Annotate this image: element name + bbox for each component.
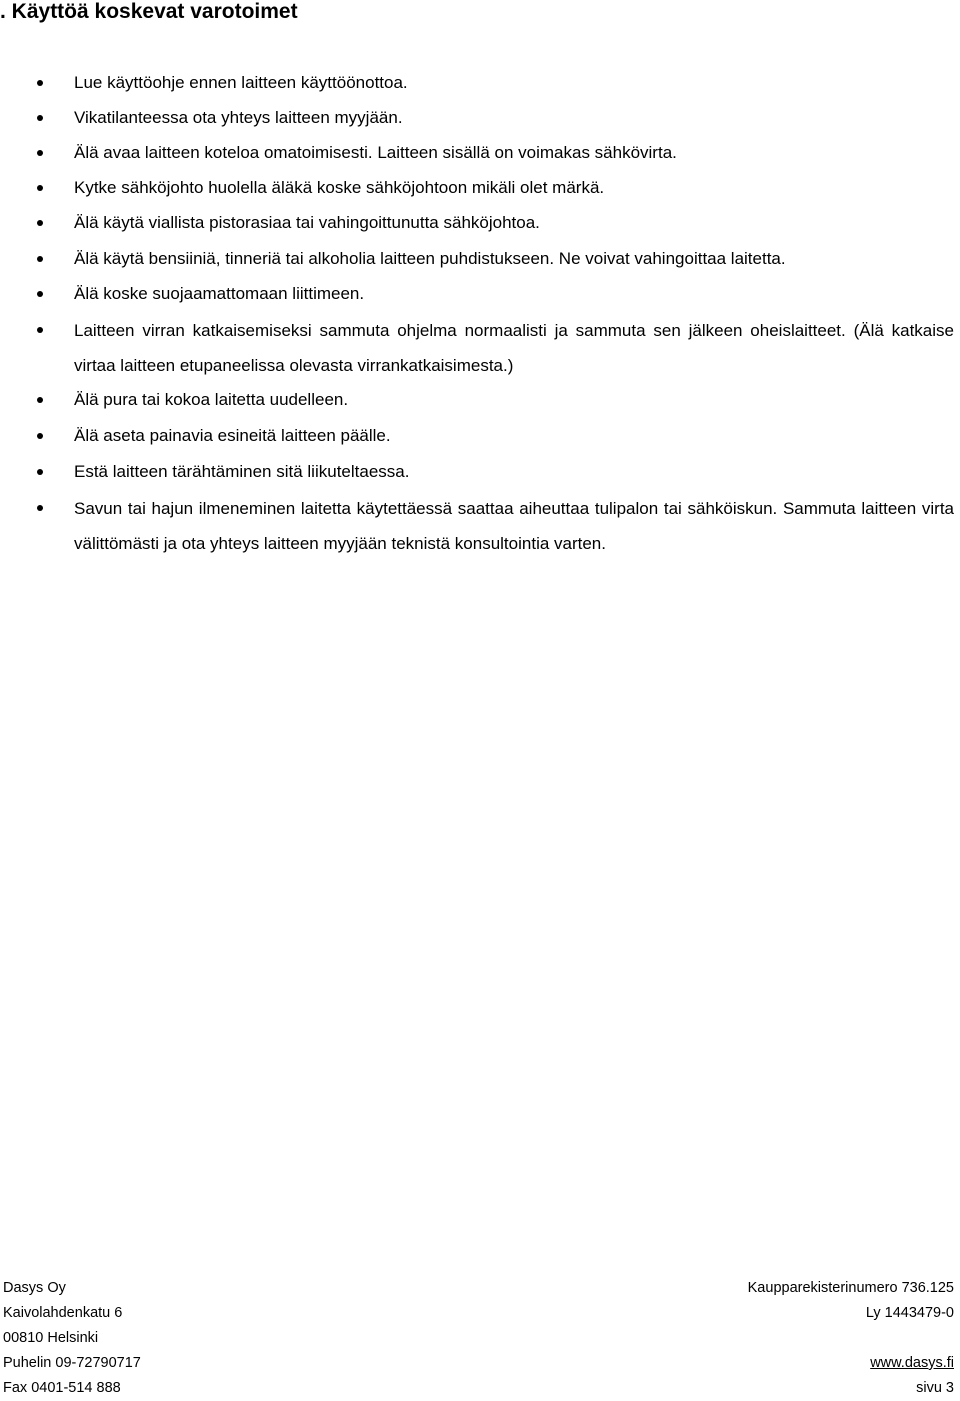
- bullet-icon: [37, 505, 43, 511]
- postal-address: 00810 Helsinki: [3, 1330, 99, 1346]
- bullet-icon: [37, 220, 43, 226]
- list-item-text: Laitteen virran katkaisemiseksi sammuta ohjelma normaalisti ja sammuta sen jälkeen oheislaitteet. (Älä katkaise virtaa laitteen etupaneelissa olevasta virrankatkaisimesta.): [74, 321, 954, 375]
- footer-row: [3, 1301, 954, 1326]
- list-item-text: Älä avaa laitteen koteloa omatoimisesti. Laitteen sisällä on voimakas sähkövirta.: [74, 143, 677, 162]
- business-id: Ly 1443479-0: [865, 1305, 954, 1321]
- list-item-text: Älä käytä viallista pistorasiaa tai vahingoittunutta sähköjohtoa.: [74, 213, 540, 232]
- bullet-icon: [37, 256, 43, 262]
- list-item: [0, 419, 960, 455]
- footer-row: [3, 1351, 954, 1376]
- street-address: Kaivolahdenkatu 6: [3, 1305, 123, 1321]
- phone-number: Puhelin 09-72790717: [3, 1355, 141, 1371]
- footer-row: [3, 1276, 954, 1301]
- list-item: [0, 491, 960, 561]
- footer-row: [3, 1376, 954, 1401]
- list-item-text: Älä käytä bensiiniä, tinneriä tai alkoholia laitteen puhdistukseen. Ne voivat vahingoittaa laitetta.: [74, 249, 786, 268]
- website-link[interactable]: www.dasys.fi: [870, 1355, 954, 1371]
- page-heading: . Käyttöä koskevat varotoimet: [0, 0, 298, 23]
- list-item-text: Älä koske suojaamattomaan liittimeen.: [74, 284, 365, 303]
- page-number: sivu 3: [916, 1380, 954, 1396]
- bullet-icon: [37, 150, 43, 156]
- bullet-icon: [37, 185, 43, 191]
- company-name: Dasys Oy: [3, 1280, 66, 1296]
- footer-row: [3, 1326, 954, 1351]
- bullet-icon: [37, 433, 43, 439]
- list-item: [0, 313, 960, 383]
- page-footer: [3, 1276, 954, 1401]
- list-item: [0, 101, 960, 136]
- list-item: [0, 455, 960, 491]
- list-item-text: Savun tai hajun ilmeneminen laitetta käytettäessä saattaa aiheuttaa tulipalon tai sähköiskun. Sammuta laitteen virta välittömästi ja ota yhteys laitteen myyjään teknistä konsultointia varten.: [74, 499, 954, 553]
- list-item-text: Älä aseta painavia esineitä laitteen päälle.: [74, 426, 391, 445]
- list-item-text: Estä laitteen tärähtäminen sitä liikuteltaessa.: [74, 462, 410, 481]
- bullet-icon: [37, 291, 43, 297]
- list-item: [0, 206, 960, 242]
- list-item-text: Kytke sähköjohto huolella äläkä koske sähköjohtoon mikäli olet märkä.: [74, 178, 605, 197]
- list-item-text: Älä pura tai kokoa laitetta uudelleen.: [74, 390, 349, 409]
- list-item: [0, 383, 960, 419]
- bullet-icon: [37, 469, 43, 475]
- list-item: [0, 66, 960, 101]
- trade-register-number: Kaupparekisterinumero 736.125: [747, 1280, 954, 1296]
- fax-number: Fax 0401-514 888: [3, 1380, 121, 1396]
- list-item: [0, 242, 960, 277]
- bullet-icon: [37, 80, 43, 86]
- bullet-icon: [37, 115, 43, 121]
- list-item: [0, 277, 960, 313]
- list-item-text: Lue käyttöohje ennen laitteen käyttöönottoa.: [74, 73, 408, 92]
- bullet-icon: [37, 397, 43, 403]
- list-item: [0, 136, 960, 171]
- list-item-text: Vikatilanteessa ota yhteys laitteen myyjään.: [74, 108, 403, 127]
- precautions-list: [0, 66, 960, 561]
- bullet-icon: [37, 327, 43, 333]
- list-item: [0, 171, 960, 206]
